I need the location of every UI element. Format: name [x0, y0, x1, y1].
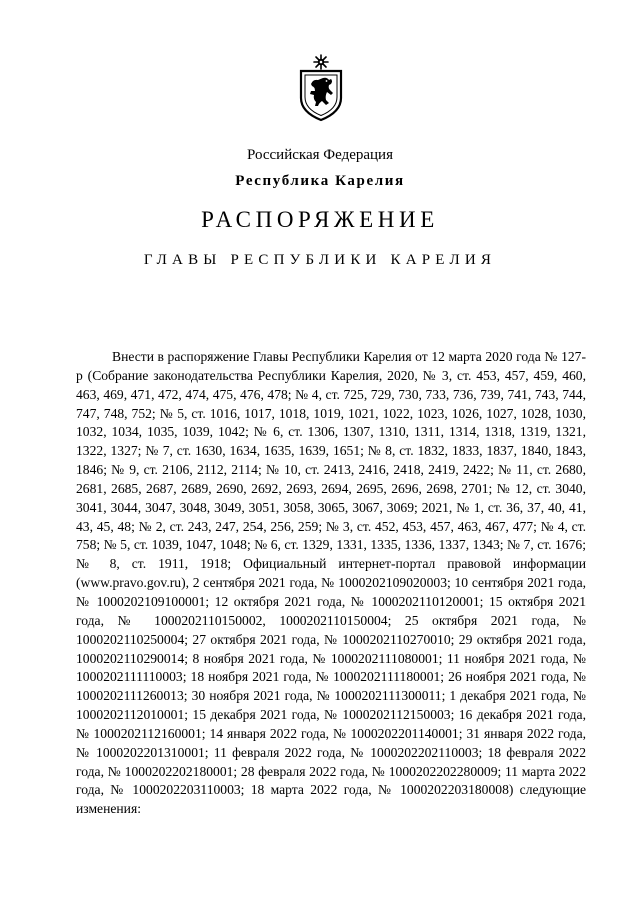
document-subtitle: ГЛАВЫ РЕСПУБЛИКИ КАРЕЛИЯ [143, 252, 497, 268]
federation-name: Российская Федерация [247, 147, 393, 163]
republic-name: Республика Карелия [235, 173, 405, 189]
document-title: РАСПОРЯЖЕНИЕ [201, 207, 439, 232]
body-paragraph: Внести в распоряжение Главы Республики Карелия от 12 марта 2020 года № 127-р (Собрание законодательства Республики Карелия, 2020, № 3, ст. 453, 457, 459, 460, 463, 469, 471, 472, 474, 475, 476, 478; № 4, ст. 725, 729, 730, 733, 736, 739, 741, 743, 744, 747, 748, 752; № 5, ст. 1016, 1017, 1018, 1019, 1021, 1022, 1023, 1026, 1027, 1028, 1030, 1032, 1034, 1035, 1039, 1042; № 6, ст. 1306, 1307, 1310, 1311, 1314, 1318, 1319, 1321, 1322, 1327; № 7, ст. 1630, 1634, 1635, 1639, 1651; № 8, ст. 1832, 1833, 1837, 1840, 1843, 1846; № 9, ст. 2106, 2112, 2114; № 10, ст. 2413, 2416, 2418, 2419, 2422; № 11, ст. 2680, 2681, 2685, 2687, 2689, 2690, 2692, 2693, 2694, 2695, 2696, 2698, 2701; № 12, ст. 3040, 3041, 3044, 3047, 3048, 3049, 3051, 3058, 3065, 3067, 3069; 2021, № 1, ст. 36, 37, 40, 41, 43, 45, 48; № 2, ст. 243, 247, 254, 256, 259; № 3, ст. 452, 453, 457, 463, 467, 477; № 4, ст. 758; № 5, ст. 1039, 1047, 1048; № 6, ст. 1329, 1331, 1335, 1336, 1337, 1343; № 7, ст. 1676; № 8, ст. 1911, 1918; Официальный интернет-портал правовой информации (www.pravo.gov.ru), 2 сентября 2021 года, № 1000202109020003; 10 сентября 2021 года, № 1000202109100001; 12 октября 2021 года, № 1000202110120001; 15 октября 2021 года, № 1000202110150002, 1000202110150004; 25 октября 2021 года, № 1000202110250004; 27 октября 2021 года, № 1000202110270010; 29 октября 2021 года, 1000202110290014; 8 ноября 2021 года, № 1000202111080001; 11 ноября 2021 года, № 1000202111110003; 18 ноября 2021 года, № 1000202111180001; 26 ноября 2021 года, № 1000202111260013; 30 ноября 2021 года, № 1000202111300011; 1 декабря 2021 года, № 1000202112010001; 15 декабря 2021 года, № 1000202112150003; 16 декабря 2021 года, № 1000202112160001; 14 января 2022 года, № 1000202201140001; 31 января 2022 года, № 1000202201310001; 11 февраля 2022 года, № 1000202202110003; 18 февраля 2022 года, № 1000202202180001; 28 февраля 2022 года, № 1000202202280009; 11 марта 2022 года, № 1000202203110003; 18 марта 2022 года, № 1000202203180008) следующие изменения: [76, 349, 586, 817]
karelia-coat-of-arms-icon [296, 52, 346, 122]
